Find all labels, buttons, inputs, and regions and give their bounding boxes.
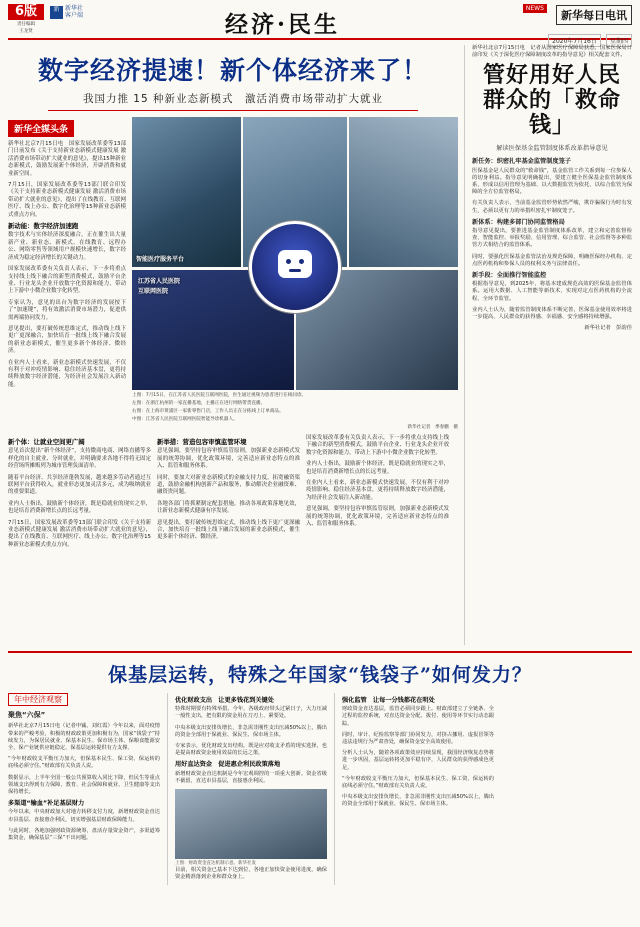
side-article <box>464 45 632 645</box>
bottom-badge: 年中经济观察 <box>8 693 68 706</box>
robot-icon <box>249 221 341 313</box>
issue-weekday: 星期四 <box>606 34 632 47</box>
photo-credit: 新华社记者 季春鹏 摄 <box>407 425 458 430</box>
lead-paragraph: 意见提出，要打破传统思维定式，推动线上线下更广更深融合，加快培育一批线上线下融合发展的新业态新模式，催生更多新个体经济、微经济。 <box>157 519 300 541</box>
side-section-title: 新手段：全面推行智能监控 <box>472 272 547 280</box>
lead-paragraph: 意见提出，要打破传统思维定式，推动线上线下更广更深融合，加快培育一批线上线下融合发展的新业态新模式，催生更多新个体经济、微经济。 <box>8 325 126 355</box>
lead-paragraph: 7月15日，国家发展改革委等13部门联合印发《关于支持新业态新模式健康发展 激活消费市场带动扩大就业的意见》，提出了在线教育、互联网医疗、线上办公、数字化治理等15种新业态新模式重点方向。 <box>8 182 126 218</box>
side-subhead: 解读医保基金监管制度体系改革指导意见 <box>496 145 608 153</box>
robot-face-icon <box>278 250 312 278</box>
bottom-paragraph: 专家表示，优化财政支出结构，既是应对收支矛盾的现实选择，也是提高财政资金使用效益的长远之策。 <box>175 743 327 757</box>
bottom-paragraph: 新华社北京7月15日电（记者申铖、刘红霞）今年以来，面对疫情带来的严峻考验，积极的财政政策更加积极有为，国家“钱袋子”持续发力，为保居民就业、保基本民生、保市场主体、保粮食能源安全、保产业链供应链稳定、保基层运转提供有力支撑。 <box>8 723 160 752</box>
photo-online-clinic <box>132 117 241 267</box>
side-section-title: 新任务：织密扎牢基金监管制度笼子 <box>472 158 571 166</box>
lead-paragraph: 数字技术与实体经济深度融合，正在催生出大量新产业、新业态、新模式。在线教育、远程办公、网络零售等领域用户规模快速增长，数字经济成为稳定经济增长的关键动力。 <box>8 232 126 261</box>
photo-collage <box>132 117 458 431</box>
bottom-column <box>8 693 160 885</box>
lead-section-title: 新举措：营造包容审慎监管环境 <box>157 438 247 446</box>
bottom-paragraph: 新增财政资金直达机制是今年宏观调控的一项重大创新。资金省级不截留，直达市县基层，直接惠企利民。 <box>175 770 327 784</box>
lead-paragraph: 国家发展改革委有关负责人表示，下一步将重点支持线上线下融合的新型消费模式，鼓励平台企业、行业龙头企业开放数字化资源和能力，带动上下游中小微企业数字化转型。 <box>306 435 449 456</box>
column-divider <box>334 693 335 885</box>
lead-headline: 数字经济提速！新个体经济来了！ <box>37 56 428 85</box>
bottom-paragraph: “今年财政收支平衡压力加大，但保基本民生、保工资、保运转的底线必须守住。”财政部有关负责人说。 <box>342 775 494 790</box>
photo-caption: 左图：在浙江杭州的一家直播基地，主播正在进行网络带货直播。 <box>132 401 266 406</box>
side-kicker <box>472 45 632 59</box>
lead-paragraph: 随着平台经济、共享经济蓬勃发展，越来越多劳动者通过互联网平台获得收入，就业形态更加灵活多元，成为吸纳就业的重要渠道。 <box>8 474 151 496</box>
side-byline: 新华社记者 彭韵佳 <box>584 325 632 332</box>
lead-body-columns <box>8 435 458 553</box>
side-paragraph: 业内人士认为，随着监管制度体系不断完善，医保基金使用效率将进一步提高，人民群众的获得感、幸福感、安全感将持续增强。 <box>472 306 632 321</box>
lead-paragraph: 意见首次提出“新个体经济”，支持微商电商、网络直播等多样化的自主就业、分时就业，并明确要求各地不得将无固定经营场所摊贩列为城市管理负面清单。 <box>8 448 151 470</box>
side-paragraph: 有关负责人表示，当前基金监管形势依然严峻，欺诈骗保行为时有发生，必须以更有力的举措织密扎牢制度笼子。 <box>472 200 632 214</box>
photo-retail-store <box>349 117 458 267</box>
lead-left-text-column <box>8 117 126 431</box>
main-body <box>8 45 632 645</box>
bottom-photo-caption: 上图：财政资金直达机制示意。新华社发 <box>175 861 256 867</box>
divider <box>48 110 418 111</box>
masthead <box>8 0 632 45</box>
bottom-paragraph: 分析人士认为，随着各项政策效应持续显现，我国经济恢复态势将进一步巩固，基层运转将更加平稳有序，人民群众的获得感成色更足。 <box>342 750 494 771</box>
bottom-paragraph: 特殊时期要有特殊举措。今年，各级政府带头过紧日子，大力压减一般性支出，把有限的资金用在刀刃上、紧要处。 <box>175 706 327 720</box>
photo-caption: 上图：7月15日，在江苏省人民医院互联网医院，医生通过视频为患者进行在线问诊。 <box>132 393 307 398</box>
lead-paragraph: 7月15日，国家发展改革委等13部门联合印发《关于支持新业态新模式健康发展 激活消费市场带动扩大就业的意见》，提出了在线教育、互联网医疗、线上办公、数字化治理等15种新业态新模式重点方向。 <box>8 519 151 548</box>
side-paragraph: 根据指导意见，到2025年，将基本建成规范高效的医保基金监管体系。运用大数据、人工智能等新技术，实现对定点医药机构的全流程、全环节监管。 <box>472 281 632 302</box>
news-logo-icon: NEWS <box>523 4 547 13</box>
bottom-paragraph: 与此同时，各地加强财政资源统筹，盘活存量资金资产，多渠道筹集资金，确保基层“三保”不出问题。 <box>8 827 160 842</box>
agency-name: 新华社 <box>65 5 84 12</box>
side-paragraph: 同时，要强化医保基金监管法治及规范保障，明确医保经办机构、定点医药机构和参保人员的权利义务与法律责任。 <box>472 253 632 267</box>
bottom-subbadge: 聚焦“六保” <box>8 711 46 720</box>
section-title: 经济·民生 <box>225 11 341 38</box>
masthead-right <box>482 4 632 47</box>
bottom-section-title: 用好直达资金 促进惠企利民政策落地 <box>175 761 281 769</box>
lead-paragraph: 业内人士指出，鼓励新个体经济，既是稳就业的现实之举，也是培育消费新增长点的长远考量。 <box>306 461 449 475</box>
side-paragraph: 指导意见提出，要推进基金监管制度体系改革，建立和完善监督检查、智能监控、举报奖励、信用管理、综合监管、社会监督等多种监管方式相结合的监管体系。 <box>472 228 632 249</box>
editor-name: 王龙贤 <box>19 29 33 34</box>
photo-caption: 中图：江苏省人民医院互联网医院智能导诊机器人。 <box>132 417 238 422</box>
lead-tagline: 新华全媒头条 <box>8 120 74 137</box>
lead-body-column <box>306 435 449 553</box>
bottom-article <box>8 651 632 885</box>
bottom-paragraph: 目前，相关资金已基本下达到位，各地正加快资金使用进度，确保资金精准落到企业和群众身上。 <box>175 867 327 881</box>
agency-app-logo[interactable] <box>50 6 83 19</box>
lead-article <box>8 45 458 645</box>
photo-label-internet-hospital: 互联网医院 <box>138 288 169 295</box>
lead-section-title: 新个体：让就业空间更广阔 <box>8 438 85 446</box>
lead-paragraph: 在业内人士看来，新业态新模式快速发展，不仅有利于对冲疫情影响、稳住经济基本盘，更将持续释放数字经济潜能，为经济社会发展注入新动能。 <box>306 480 449 501</box>
bottom-paragraph: 数据显示，上半年全国一般公共预算收入同比下降，但民生等重点领域支出得到有力保障，教育、社会保障和就业、卫生健康等支出保持增长。 <box>8 774 160 796</box>
photo-label: 智能医疗服务平台 <box>136 256 185 263</box>
lead-byline: 新华社北京7月15日电 国家发展改革委等13部门日前发布《关于支持新业态新模式健康发展 激活消费市场带动扩大就业的意见》，提出15种新业态新模式，鼓励发展新个体经济，开辟消费和就业新空间。 <box>8 141 126 177</box>
side-paragraph: 医保基金是人民群众的“救命钱”，基金监管工作关系到每一位参保人的切身利益。指导意见明确提出，要建立健全医保基金监管制度体系，形成以信用管理为基础、以大数据监管为依托、以综合监管为保障的全方位监管格局。 <box>472 167 632 196</box>
side-section-title: 新体系：构建多部门协同监管格局 <box>472 218 565 226</box>
column-divider <box>167 693 168 885</box>
bottom-paragraph: 财政资金直达基层，监管必须同步跟上。财政部建立了全链条、全过程的监控系统，对直达资金分配、拨付、使用等环节实行动态跟踪。 <box>342 706 494 727</box>
page-number-box <box>8 4 44 34</box>
lead-body-column <box>157 435 300 553</box>
bottom-section-title: 强化监管 让每一分钱都花在明处 <box>342 697 435 704</box>
bottom-paragraph: 今年以来，中央财政加大对地方转移支付力度，新增财政资金直达市县基层、直接惠企利民，切实增强基层财政保障能力。 <box>8 809 160 823</box>
bottom-paragraph: “今年财政收支平衡压力加大，但保基本民生、保工资、保运转的底线必须守住。”财政部有关负责人说。 <box>8 756 160 770</box>
issue-date: 2020年7月16日 <box>548 34 601 47</box>
page-number: 6版 <box>8 4 44 20</box>
photo-label-hospital: 江苏省人民医院 <box>138 278 181 285</box>
lead-paragraph: 同时，要加大对新业态新模式的金融支持力度，拓宽融资渠道，鼓励金融机构创新产品和服务，推动解决企业融资难、融资贵问题。 <box>157 474 300 496</box>
photo-caption: 右图：在上海市黄浦区一家新零售门店，工作人员正在分拣线上订单商品。 <box>132 409 284 414</box>
bottom-headline: 保基层运转，特殊之年国家“钱袋子”如何发力？ <box>108 664 532 686</box>
bottom-paragraph: 中央本级支出安排负增长，非急需非刚性支出压减50%以上，腾出的资金全部用于保就业、保民生、保市场主体。 <box>342 794 494 808</box>
lead-body-column <box>8 435 151 553</box>
lead-paragraph: 业内人士指出，鼓励新个体经济，既是稳就业的现实之举，也是培育消费新增长点的长远考量。 <box>8 500 151 515</box>
lead-paragraph: 国家发展改革委有关负责人表示，下一步将重点支持线上线下融合的新型消费模式，鼓励平台企业、行业龙头企业开放数字化资源和能力，带动上下游中小微企业数字化转型。 <box>8 266 126 295</box>
side-headline: 管好用好人民群众的「救命钱」 <box>482 62 621 139</box>
robot-mouth-icon <box>289 269 301 272</box>
lead-section-title: 新动能：数字经济加速跑 <box>8 222 79 231</box>
bottom-column <box>175 693 327 885</box>
lead-paragraph: 意见强调，要坚持包容审慎监管原则，加强新业态新模式发展的统筹协调，优化政策环境，完善适应新业态特点的准入、监管和服务体系。 <box>306 506 449 528</box>
bottom-section-title: 优化财政支出 让更多钱花到关键处 <box>175 697 274 704</box>
lead-paragraph: 各地各部门将抓紧制定配套措施，推动各项政策落地见效，让新业态新模式健康有序发展。 <box>157 500 300 515</box>
robot-eye-right-icon <box>299 259 304 264</box>
bottom-column <box>342 693 494 885</box>
bottom-photo <box>175 789 327 859</box>
agency-logo-icon: 新 <box>50 6 63 19</box>
editor-label: 责任编辑 <box>17 22 35 27</box>
bottom-paragraph: 中央本级支出安排负增长，非急需非刚性支出压减50%以上，腾出的资金全部用于保就业、保民生、保市场主体。 <box>175 724 327 738</box>
lead-paragraph: 意见强调，要坚持包容审慎监管原则，加强新业态新模式发展的统筹协调，优化政策环境，完善适应新业态特点的准入、监管和服务体系。 <box>157 448 300 470</box>
bottom-paragraph: 同时，审计、纪检监察等部门协同发力，对挤占挪用、虚报冒领等违法违规行为严肃查处，确保资金安全高效使用。 <box>342 731 494 746</box>
bottom-section-title: 多渠道“输血”补足基层财力 <box>8 800 85 808</box>
lead-paragraph: 在业内人士看来，新业态新模式快速发展，不仅有利于对冲疫情影响、稳住经济基本盘，更将持续释放数字经济潜能，为经济社会发展注入新动能。 <box>8 359 126 388</box>
lead-paragraph: 专家认为，意见的出台为数字经济的发展按下了“加速键”，将有效激活消费市场潜力，促进供需两端协同发力。 <box>8 299 126 321</box>
agency-app: 客户端 <box>65 11 84 19</box>
paper-name: 新华每日电讯 <box>556 5 632 25</box>
side-body <box>472 158 632 332</box>
side-kicker-text: 新华社北京7月15日电 记者从国家医疗保障局获悉，国家医保局日前印发《关于深化医疗保障制度改革的指导意见》相关配套文件。 <box>472 45 632 59</box>
robot-eye-left-icon <box>286 259 291 264</box>
lead-subhead: 我国力推 15 种新业态新模式 激活消费市场带动扩大就业 <box>82 93 384 105</box>
bottom-columns <box>8 693 632 885</box>
